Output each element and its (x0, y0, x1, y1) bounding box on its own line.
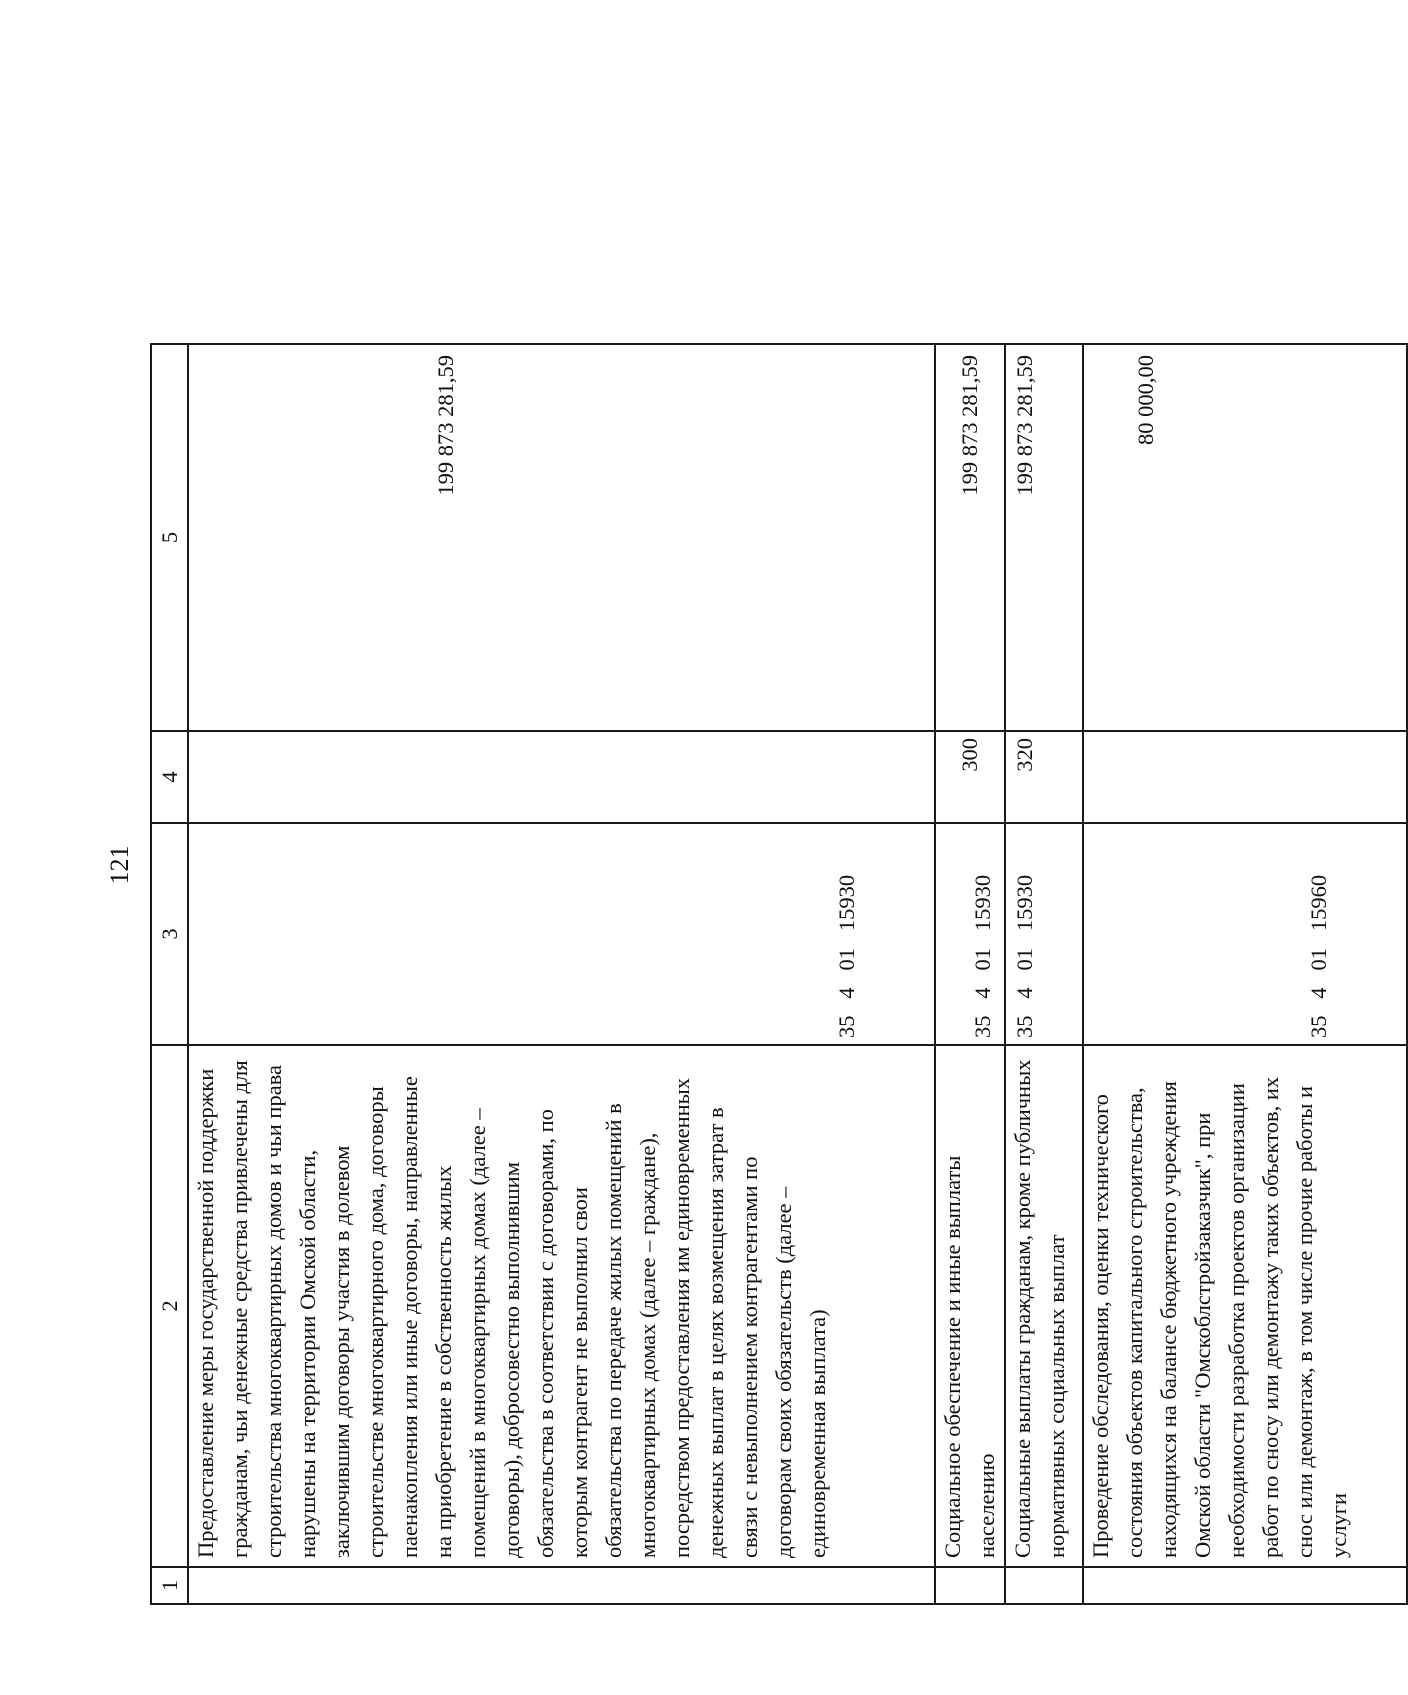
table-row (188, 344, 935, 1604)
description-cell: Предоставление меры государственной поддержки гражданам, чьи денежные средства привлечены для строительства многоквартирных домов и чьи права нарушены на территории Омской области, заключившим договоры участия в долевом строительстве многоквартирного дома, договоры паенакопления или иные договоры, направленные на приобретение в собственность жилых помещений в многоквартирных домах (далее – договоры), добросовестно выполнившим обязательства в соответствии с договорами, по которым контрагент не выполнил свои обязательства по передаче жилых помещений в многоквартирных домах (далее – граждане), посредством предоставления им единовременных денежных выплат в целях возмещения затрат в связи с невыполнением контрагентами по договорам своих обязательств (далее – единовременная выплата) (188, 1045, 935, 1567)
code-cell (1005, 823, 1083, 1045)
type-cell: 320 (1005, 731, 1083, 823)
code-part: 4 (970, 987, 995, 999)
header-col-2: 2 (151, 1045, 188, 1567)
code-part: 01 (1012, 948, 1037, 971)
amount-cell: 199 873 281,59 (188, 344, 935, 731)
code-cell (1083, 823, 1407, 1045)
page-number: 121 (105, 845, 134, 885)
description-cell: Социальное обеспечение и иные выплаты населению (935, 1045, 1005, 1567)
rotated-table-container (150, 25, 1351, 1605)
code-part: 15930 (970, 874, 995, 932)
code-cell (188, 823, 935, 1045)
table-row (935, 344, 1005, 1604)
row-index-cell (1005, 1567, 1083, 1604)
code-part: 15930 (834, 874, 859, 932)
code-part: 15960 (1306, 874, 1331, 932)
code-part: 35 (1306, 1015, 1331, 1038)
code-cell (935, 823, 1005, 1045)
code-part: 35 (970, 1015, 995, 1038)
type-cell: 300 (935, 731, 1005, 823)
amount-cell: 80 000,00 (1083, 344, 1407, 731)
code-part: 35 (1012, 1015, 1037, 1038)
code-part: 01 (1306, 948, 1331, 971)
description-cell: Проведение обследования, оценки технического состояния объектов капитального строительства, находящихся на балансе бюджетного учреждения Омской области "Омскоблстройзаказчик", при необходимости разработка проектов организации работ по сносу или демонтажу таких объектов, их снос или демонтаж, в том числе прочие работы и услуги (1083, 1045, 1407, 1567)
budget-table (150, 343, 1408, 1605)
type-cell (188, 731, 935, 823)
table-row (1083, 344, 1407, 1604)
code-part: 15930 (1012, 874, 1037, 932)
amount-cell: 199 873 281,59 (935, 344, 1005, 731)
row-index-cell (1083, 1567, 1407, 1604)
table-row (1005, 344, 1083, 1604)
header-col-4: 4 (151, 731, 188, 823)
amount-cell: 199 873 281,59 (1005, 344, 1083, 731)
description-cell: Социальные выплаты гражданам, кроме публичных нормативных социальных выплат (1005, 1045, 1083, 1567)
row-index-cell (935, 1567, 1005, 1604)
type-cell (1083, 731, 1407, 823)
header-col-3: 3 (151, 823, 188, 1045)
table-header-row (151, 344, 188, 1604)
code-part: 01 (834, 948, 859, 971)
header-col-1: 1 (151, 1567, 188, 1604)
code-part: 01 (970, 948, 995, 971)
code-part: 35 (834, 1015, 859, 1038)
code-part: 4 (834, 987, 859, 999)
row-index-cell (188, 1567, 935, 1604)
code-part: 4 (1012, 987, 1037, 999)
code-part: 4 (1306, 987, 1331, 999)
header-col-5: 5 (151, 344, 188, 731)
